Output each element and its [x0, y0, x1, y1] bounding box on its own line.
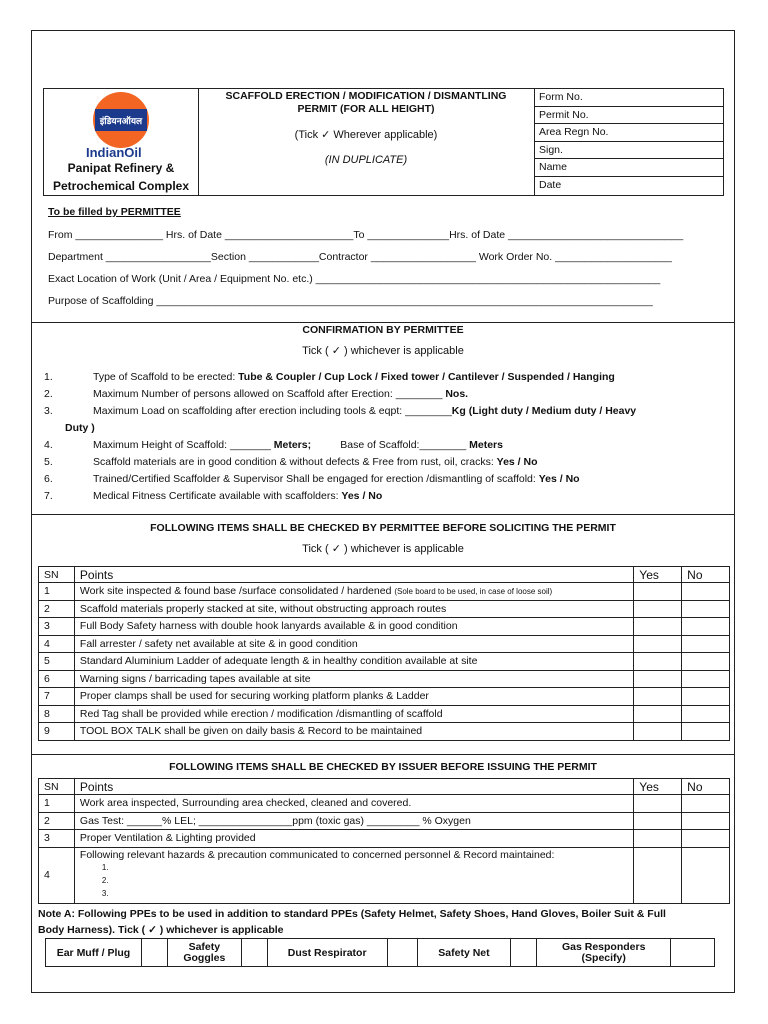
- ppe-table: [45, 938, 715, 967]
- row-sn: 2: [39, 812, 75, 830]
- confirmation-item-text: Maximum Load on scaffolding after erection including tools & eqpt: ________: [93, 405, 452, 417]
- meta-area-regn-no[interactable]: Area Regn No.: [534, 124, 723, 142]
- row-point: [74, 670, 633, 688]
- divider: [31, 322, 735, 323]
- row-point: [74, 830, 633, 848]
- confirmation-heading: CONFIRMATION BY PERMITTEE: [302, 324, 464, 336]
- confirmation-item-text: Maximum Number of persons allowed on Scaffold after Erection: ________: [93, 388, 446, 400]
- row-point-text: Gas Test: ______% LEL; ________________ppm (toxic gas) _________ % Oxygen: [79, 814, 471, 827]
- row-point-text: Full Body Safety harness with double hook lanyards available & in good condition: [79, 620, 458, 633]
- row-yes-tick[interactable]: [634, 653, 682, 671]
- indianoil-logo-icon: [91, 90, 151, 152]
- ppe-gas-responders: Gas Responders (Specify): [537, 939, 671, 967]
- row-sn: 7: [39, 688, 75, 706]
- confirmation-item-options: Kg (Light duty / Medium duty / Heavy: [451, 405, 637, 417]
- issuer-check-heading: FOLLOWING ITEMS SHALL BE CHECKED BY ISSUER BEFORE ISSUING THE PERMIT: [169, 761, 597, 773]
- row-sn: 1: [39, 583, 75, 601]
- duplicate-note: (IN DUPLICATE): [324, 154, 408, 166]
- permit-title-line1: SCAFFOLD ERECTION / MODIFICATION / DISMANTLING: [225, 90, 507, 102]
- row-yes-tick[interactable]: [634, 723, 682, 741]
- row-yes-tick[interactable]: [634, 635, 682, 653]
- column-header: Yes: [634, 567, 682, 583]
- row-sn: 9: [39, 723, 75, 741]
- meta-date[interactable]: Date: [539, 178, 562, 191]
- confirmation-item[interactable]: [93, 370, 615, 384]
- confirmation-item-options: Duty ): [65, 422, 95, 434]
- row-sn: 8: [39, 705, 75, 723]
- row-point-text: Proper Ventilation & Lighting provided: [79, 832, 256, 845]
- row-sn: 4: [39, 847, 75, 903]
- permittee-check-heading: FOLLOWING ITEMS SHALL BE CHECKED BY PERMITTEE BEFORE SOLICITING THE PERMIT: [150, 522, 616, 534]
- note-line1: Note A: Following PPEs to be used in addition to standard PPEs (Safety Helmet, Safety Shoes, Hand Gloves, Boiler Suit & Full: [38, 908, 666, 920]
- divider: [31, 514, 735, 515]
- meta-name[interactable]: Name: [534, 159, 723, 177]
- meta-cell: [534, 89, 723, 195]
- confirmation-item[interactable]: [93, 404, 636, 418]
- table-header-row: [39, 779, 730, 795]
- location-line[interactable]: Exact Location of Work (Unit / Area / Equipment No. etc.) ___________________________________________________________: [48, 273, 661, 285]
- confirmation-item-text: Scaffold materials are in good condition & without defects & Free from rust, oil, cracks:: [93, 456, 497, 468]
- row-point: [74, 600, 633, 618]
- purpose-line[interactable]: Purpose of Scaffolding _____________________________________________________________________________________: [48, 295, 653, 307]
- row-point: [74, 618, 633, 636]
- title-cell: [198, 89, 535, 195]
- column-header: No: [682, 567, 730, 583]
- table-row: [39, 847, 730, 903]
- confirmation-item[interactable]: [93, 455, 538, 469]
- row-yes-tick[interactable]: [634, 688, 682, 706]
- company-line2: Petrochemical Complex: [52, 179, 190, 193]
- confirmation-item-options: Yes / No: [341, 490, 383, 502]
- hazard-entry[interactable]: 3.: [101, 888, 109, 898]
- confirmation-item-num: 4.: [44, 439, 53, 451]
- table-row: [39, 705, 730, 723]
- ppe-gas-responders-tick[interactable]: [671, 939, 715, 967]
- meta-permit-no[interactable]: Permit No.: [534, 107, 723, 125]
- row-point: [74, 723, 633, 741]
- row-sn: 1: [39, 795, 75, 813]
- row-yes-tick[interactable]: [634, 670, 682, 688]
- table-row: [39, 670, 730, 688]
- confirmation-tick-note: Tick ( ✓ ) whichever is applicable: [302, 345, 464, 357]
- column-header: Yes: [634, 779, 682, 795]
- table-row: [39, 583, 730, 601]
- row-yes-tick[interactable]: [634, 795, 682, 813]
- row-point-text: Standard Aluminium Ladder of adequate length & in healthy condition available at site: [79, 655, 478, 668]
- logo-hindi: इंडियनऑयल: [99, 117, 143, 127]
- confirmation-item-text: Medical Fitness Certificate available with scaffolders:: [93, 490, 342, 502]
- table-row: [39, 688, 730, 706]
- column-header: Points: [74, 779, 633, 795]
- permit-title-line2: PERMIT (FOR ALL HEIGHT): [297, 103, 435, 115]
- row-no-tick[interactable]: [682, 583, 730, 601]
- table-row: [39, 795, 730, 813]
- confirmation-item[interactable]: [93, 489, 382, 503]
- company-line1: Panipat Refinery &: [67, 161, 175, 175]
- table-row: [39, 600, 730, 618]
- ppe-safety-goggles: Safety Goggles: [167, 939, 241, 967]
- row-no-tick[interactable]: [682, 812, 730, 830]
- row-point-text: Work site inspected & found base /surface consolidated / hardened: [79, 585, 395, 598]
- row-yes-tick[interactable]: [634, 847, 682, 903]
- row-point: [74, 583, 633, 601]
- row-no-tick[interactable]: [682, 688, 730, 706]
- row-point-note: (Sole board to be used, in case of loose soil): [394, 587, 553, 597]
- ppe-dust-respirator-tick[interactable]: [387, 939, 417, 967]
- confirmation-item[interactable]: [93, 438, 503, 452]
- column-header: Points: [74, 567, 633, 583]
- confirmation-item-options: Nos.: [445, 388, 469, 400]
- row-no-tick[interactable]: [682, 830, 730, 848]
- row-no-tick[interactable]: [682, 618, 730, 636]
- column-header: No: [682, 779, 730, 795]
- row-point-text: Red Tag shall be provided while erection / modification /dismantling of scaffold: [79, 707, 443, 720]
- ppe-ear-muff-tick[interactable]: [141, 939, 167, 967]
- row-no-tick[interactable]: [682, 723, 730, 741]
- row-point-text: TOOL BOX TALK shall be given on daily basis & Record to be maintained: [79, 725, 423, 738]
- row-no-tick[interactable]: [682, 847, 730, 903]
- row-sn: 3: [39, 618, 75, 636]
- hazard-entry[interactable]: 1.: [101, 862, 109, 872]
- ppe-ear-muff: Ear Muff / Plug: [46, 939, 142, 967]
- row-yes-tick[interactable]: [634, 830, 682, 848]
- column-header: SN: [39, 567, 75, 583]
- confirmation-item-options: Yes / No: [538, 473, 580, 485]
- table-row: [39, 635, 730, 653]
- table-row: [39, 812, 730, 830]
- confirmation-item-options: Meters;: [273, 439, 312, 451]
- tick-note: (Tick ✓ Wherever applicable): [294, 129, 438, 141]
- ppe-dust-respirator: Dust Respirator: [267, 939, 387, 967]
- row-no-tick[interactable]: [682, 705, 730, 723]
- table-header-row: [39, 567, 730, 583]
- row-yes-tick[interactable]: [634, 705, 682, 723]
- row-no-tick[interactable]: [682, 635, 730, 653]
- confirmation-item-text: Maximum Height of Scaffold: _______: [93, 439, 274, 451]
- row-yes-tick[interactable]: [634, 583, 682, 601]
- table-row: [39, 830, 730, 848]
- row-sn: 4: [39, 635, 75, 653]
- logo-cell: [44, 89, 199, 195]
- confirmation-item-options: Yes / No: [496, 456, 538, 468]
- confirmation-item-text: Type of Scaffold to be erected:: [93, 371, 239, 383]
- note-line2: Body Harness). Tick ( ✓ ) whichever is applicable: [38, 924, 284, 936]
- row-no-tick[interactable]: [682, 600, 730, 618]
- row-point-text: Work area inspected, Surrounding area checked, cleaned and covered.: [79, 797, 412, 810]
- row-sn: 3: [39, 830, 75, 848]
- row-point: [74, 812, 633, 830]
- row-yes-tick[interactable]: [634, 618, 682, 636]
- row-no-tick[interactable]: [682, 795, 730, 813]
- department-line[interactable]: Department __________________Section ____________Contractor __________________ Work Order No. ____________________: [48, 251, 672, 263]
- row-point-text: Following relevant hazards & precaution communicated to concerned personnel & Record maintained:: [79, 848, 555, 861]
- permittee-check-tick-note: Tick ( ✓ ) whichever is applicable: [302, 543, 464, 555]
- divider: [31, 754, 735, 755]
- ppe-safety-goggles-tick[interactable]: [241, 939, 267, 967]
- row-point: [74, 635, 633, 653]
- logo-text: IndianOil: [86, 145, 142, 160]
- row-no-tick[interactable]: [682, 670, 730, 688]
- table-row: [39, 618, 730, 636]
- row-yes-tick[interactable]: [634, 812, 682, 830]
- row-no-tick[interactable]: [682, 653, 730, 671]
- row-point-text: Scaffold materials properly stacked at site, without obstructing approach routes: [79, 602, 447, 615]
- confirmation-item[interactable]: [93, 472, 580, 486]
- confirmation-item-text2: Base of Scaffold:________: [311, 439, 470, 451]
- row-point-text: Warning signs / barricading tapes available at site: [79, 672, 311, 685]
- row-sn: 2: [39, 600, 75, 618]
- ppe-safety-net-tick[interactable]: [511, 939, 537, 967]
- confirmation-item-options2: Meters: [469, 439, 503, 451]
- row-point-text: Proper clamps shall be used for securing working platform planks & Ladder: [79, 690, 429, 703]
- permittee-check-table: [38, 566, 730, 741]
- issuer-check-table: [38, 778, 730, 904]
- row-point: [74, 653, 633, 671]
- row-point: [74, 847, 633, 903]
- table-row: [39, 723, 730, 741]
- confirmation-item-num: 5.: [44, 456, 53, 468]
- confirmation-item-options: Tube & Coupler / Cup Lock / Fixed tower / Cantilever / Suspended / Hanging: [238, 371, 615, 383]
- row-point: [74, 795, 633, 813]
- confirmation-item-text: Trained/Certified Scaffolder & Supervisor Shall be engaged for erection /dismantling of scaffold:: [93, 473, 539, 485]
- confirmation-item-num: 6.: [44, 473, 53, 485]
- permittee-fill-heading: To be filled by PERMITTEE: [48, 206, 181, 218]
- row-yes-tick[interactable]: [634, 600, 682, 618]
- row-point: [74, 705, 633, 723]
- column-header: SN: [39, 779, 75, 795]
- row-sn: 6: [39, 670, 75, 688]
- confirmation-item-num: 2.: [44, 388, 53, 400]
- header-box: [43, 88, 724, 196]
- confirmation-item[interactable]: [93, 387, 468, 401]
- confirmation-item-num: 7.: [44, 490, 53, 502]
- row-sn: 5: [39, 653, 75, 671]
- row-point: [74, 688, 633, 706]
- confirmation-item[interactable]: [65, 421, 95, 435]
- meta-form-no[interactable]: Form No.: [534, 89, 723, 107]
- confirmation-item-num: 3.: [44, 405, 53, 417]
- meta-sign[interactable]: Sign.: [534, 142, 723, 160]
- from-date-line[interactable]: From _______________ Hrs. of Date ______________________To ______________Hrs. of Date ______________________________: [48, 229, 684, 241]
- table-row: [39, 653, 730, 671]
- row-point-text: Fall arrester / safety net available at site & in good condition: [79, 637, 358, 650]
- confirmation-item-num: 1.: [44, 371, 53, 383]
- hazard-entry[interactable]: 2.: [101, 875, 109, 885]
- ppe-safety-net: Safety Net: [417, 939, 511, 967]
